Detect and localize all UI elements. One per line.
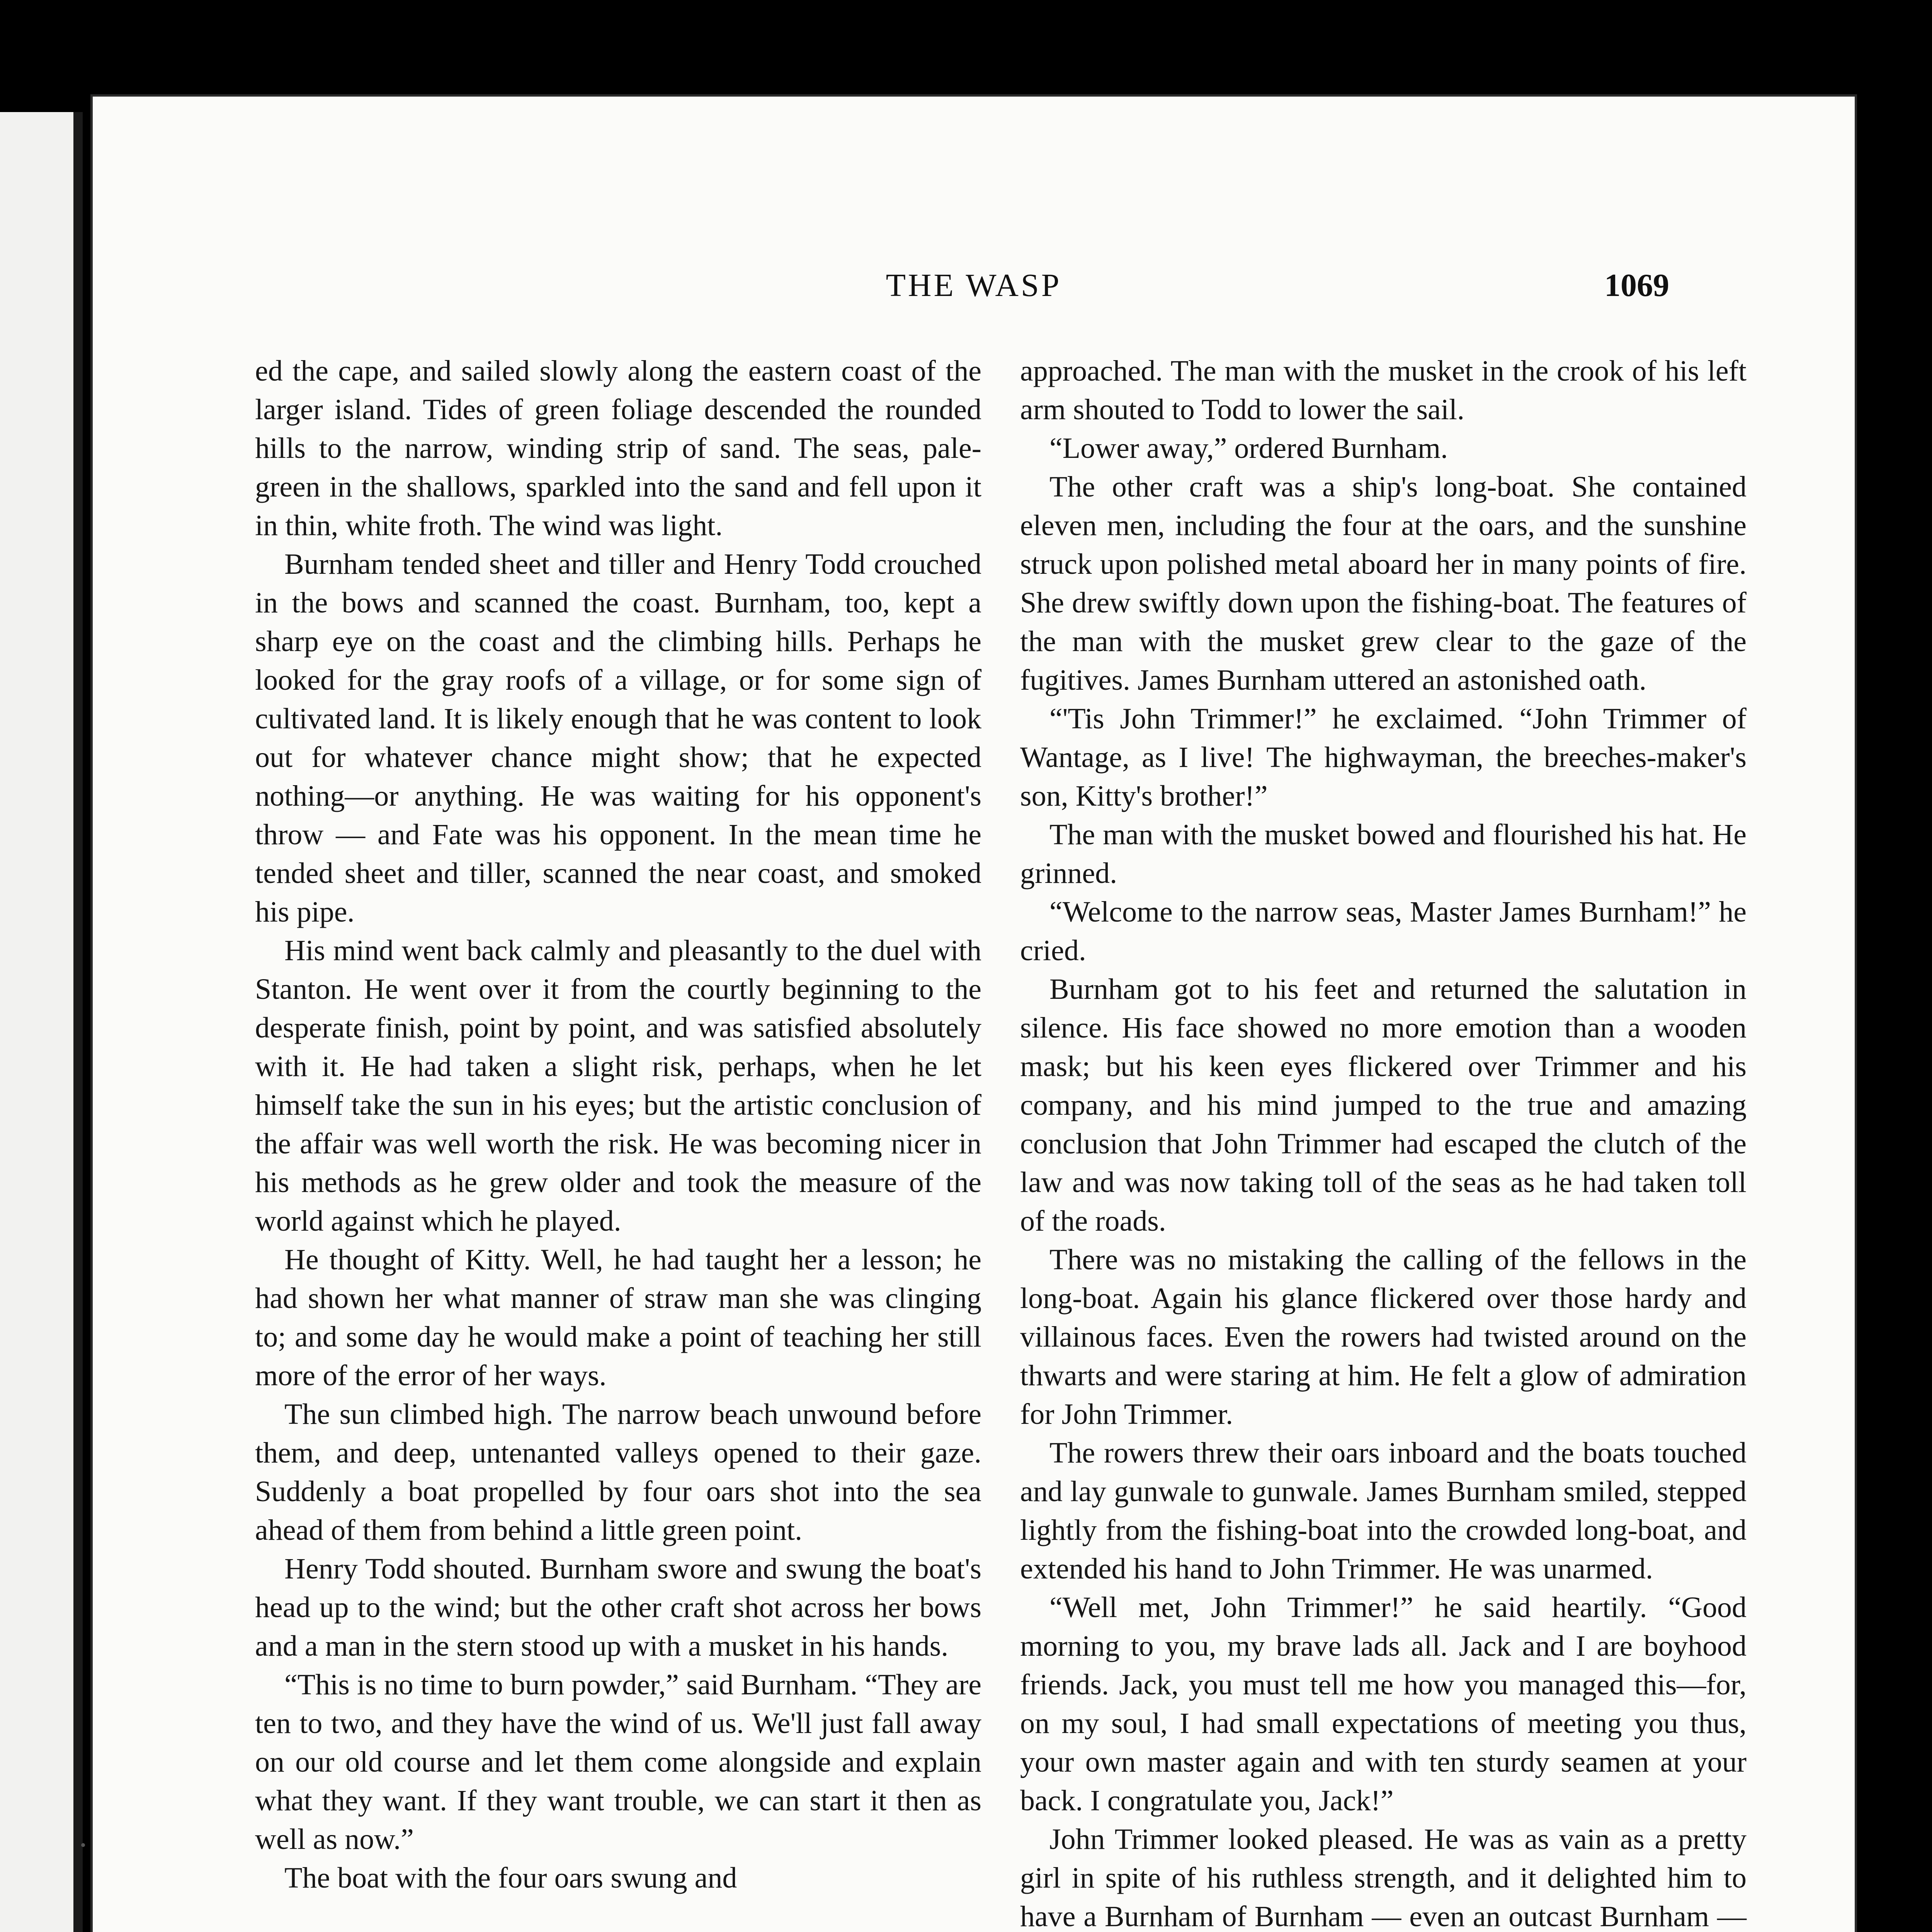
paragraph: Burnham got to his feet and returned the salutation in silence. His face showed no more emotion than a wooden mask; but his keen eyes flickered over Trimmer and his company, and his mind jumped to the true and amazing conclusion that John Trimmer had escaped the clutch of the law and was now taking toll of the seas as he had taken toll of the roads. xyxy=(1020,973,1747,1237)
text-column-right xyxy=(1020,352,1747,1932)
paragraph: The rowers threw their oars inboard and the boats touched and lay gunwale to gunwale. James Burnham smiled, stepped lightly from the fishing-boat into the crowded long-boat, and extended his hand to John Trimmer. He was unarmed. xyxy=(1020,1437,1747,1585)
paragraph: There was no mistaking the calling of the fellows in the long-boat. Again his glance flickered over those hardy and villainous faces. Even the rowers had twisted around on the thwarts and were staring at him. He felt a glow of admiration for John Trimmer. xyxy=(1020,1243,1747,1430)
paragraph: John Trimmer looked pleased. He was as vain as a pretty girl in spite of his ruthless strength, and it delighted him to have a Burnham of Burnham — even an outcast Burnham — xyxy=(1020,1823,1747,1932)
paragraph: His mind went back calmly and pleasantly to the duel with Stanton. He went over it from the courtly beginning to the desperate finish, point by point, and was satisfied absolutely with it. He had taken a slight risk, perhaps, when he let himself take the sun in his eyes; but the artistic conclusion of the affair was well worth the risk. He was becoming nicer in his methods as he grew older and took the measure of the world against which he played. xyxy=(255,934,981,1237)
paragraph: ed the cape, and sailed slowly along the eastern coast of the larger island. Tides of green foliage descended the rounded hills to the narrow, winding strip of sand. The seas, pale-green in the shallows, sparkled into the sand and fell upon it in thin, white froth. The wind was light. xyxy=(255,355,981,542)
paragraph: Henry Todd shouted. Burnham swore and swung the boat's head up to the wind; but the other craft shot across her bows and a man in the stern stood up with a musket in his hands. xyxy=(255,1553,981,1662)
paragraph: “'Tis John Trimmer!” he exclaimed. “John Trimmer of Wantage, as I live! The highwayman, the breeches-maker's son, Kitty's brother!” xyxy=(1020,702,1747,812)
paragraph: The other craft was a ship's long-boat. She contained eleven men, including the four at the oars, and the sunshine struck upon polished metal aboard her in many points of fire. She drew swiftly down upon the fishing-boat. The features of the man with the musket grew clear to the gaze of the fugitives. James Burnham uttered an astonished oath. xyxy=(1020,471,1747,696)
page-number: 1069 xyxy=(1604,267,1669,303)
paragraph: He thought of Kitty. Well, he had taught her a lesson; he had shown her what manner of straw man she was clinging to; and some day he would make a point of teaching her still more of the error of her ways. xyxy=(255,1243,981,1392)
running-head xyxy=(93,267,1855,309)
paragraph: The sun climbed high. The narrow beach unwound before them, and deep, untenanted valleys opened to their gaze. Suddenly a boat propelled by four oars shot into the sea ahead of them from behind a little green point. xyxy=(255,1398,981,1546)
paragraph: The man with the musket bowed and flourished his hat. He grinned. xyxy=(1020,818,1747,889)
magazine-page xyxy=(93,97,1855,1932)
running-title: THE WASP xyxy=(886,267,1062,303)
text-column-left xyxy=(255,352,981,1897)
adjacent-page-edge xyxy=(0,112,83,1932)
paragraph: Burnham tended sheet and tiller and Henry Todd crouched in the bows and scanned the coast. Burnham, too, kept a sharp eye on the coast and the climbing hills. Perhaps he looked for the gray roofs of a village, or for some sign of cultivated land. It is likely enough that he was content to look out for whatever chance might show; that he expected nothing—or anything. He was waiting for his opponent's throw — and Fate was his opponent. In the mean time he tended sheet and tiller, scanned the near coast, and smoked his pipe. xyxy=(255,548,981,928)
paragraph: “This is no time to burn powder,” said Burnham. “They are ten to two, and they have the wind of us. We'll just fall away on our old course and let them come alongside and explain what they want. If they want trouble, we can start it then as well as now.” xyxy=(255,1668,981,1855)
paragraph: approached. The man with the musket in the crook of his left arm shouted to Todd to lower the sail. xyxy=(1020,355,1747,426)
paragraph: “Lower away,” ordered Burnham. xyxy=(1049,432,1448,464)
paragraph: “Well met, John Trimmer!” he said heartily. “Good morning to you, my brave lads all. Jack and I are boyhood friends. Jack, you must tell me how you managed this—for, on my soul, I had small expectations of meeting you thus, your own master again and with ten sturdy seamen at your back. I congratulate you, Jack!” xyxy=(1020,1591,1747,1817)
paragraph: “Welcome to the narrow seas, Master James Burnham!” he cried. xyxy=(1020,896,1747,967)
scan-speck xyxy=(81,1843,85,1847)
paragraph: The boat with the four oars swung and xyxy=(284,1862,737,1894)
